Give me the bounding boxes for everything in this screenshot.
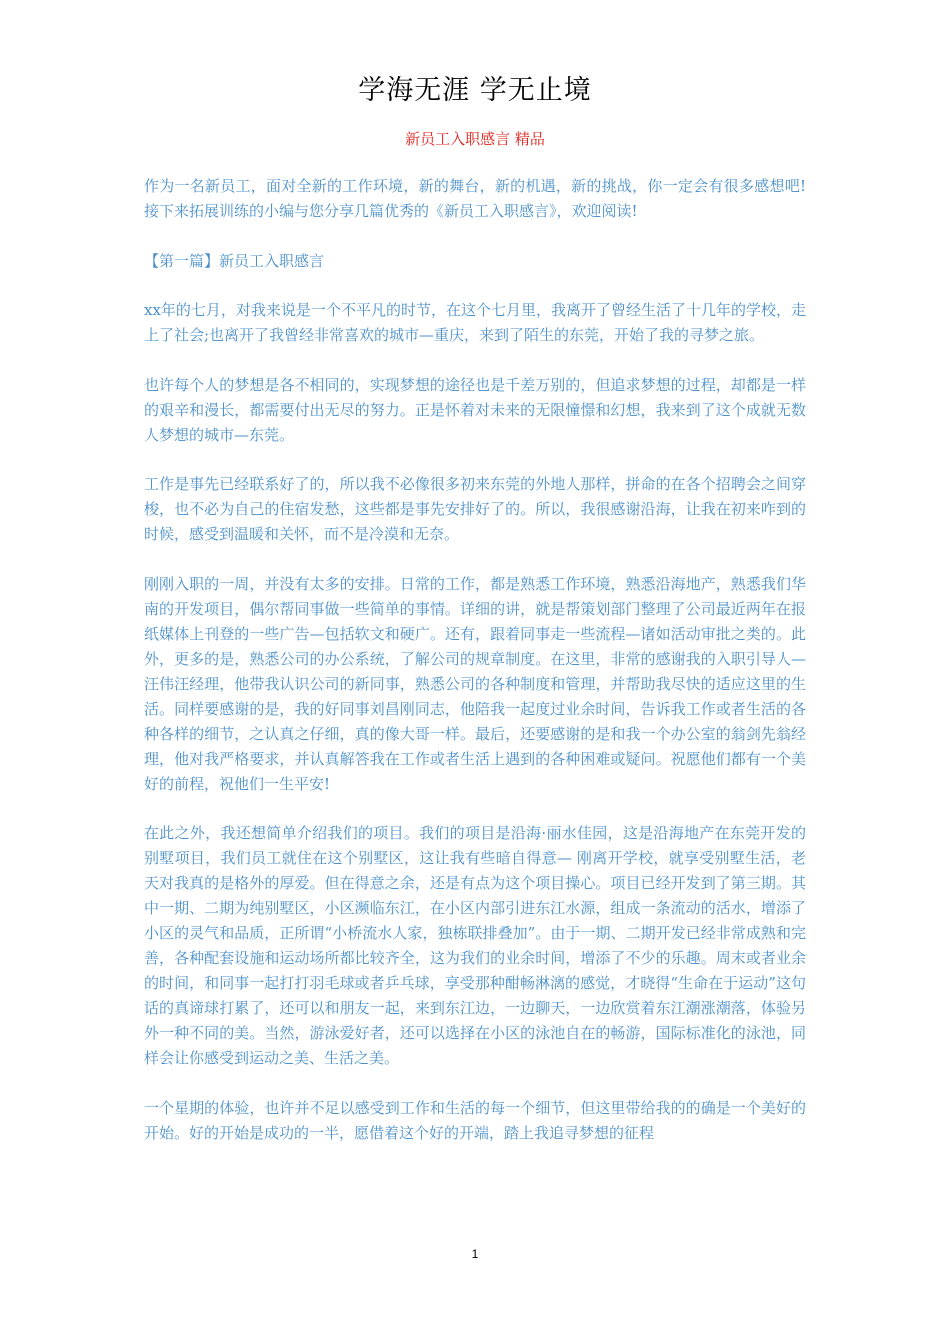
document-body bbox=[144, 174, 806, 1170]
paragraph-intro: 作为一名新员工，面对全新的工作环境，新的舞台，新的机遇，新的挑战，你一定会有很多感想吧!接下来拓展训练的小编与您分享几篇优秀的《新员工入职感言》，欢迎阅读! bbox=[144, 177, 806, 220]
paragraph: 刚刚入职的一周，并没有太多的安排。日常的工作，都是熟悉工作环境，熟悉沿海地产，熟悉我们华南的开发项目，偶尔帮同事做一些简单的事情。详细的讲，就是帮策划部门整理了公司最近两年在报纸媒体上刊登的一些广告—包括软文和硬广。还有，跟着同事走一些流程—诸如活动审批之类的。此外，更多的是，熟悉公司的办公系统，了解公司的规章制度。在这里，非常的感谢我的入职引导人—汪伟汪经理，他带我认识公司的新同事，熟悉公司的各种制度和管理，并帮助我尽快的适应这里的生活。同样要感谢的是，我的好同事刘昌刚同志，他陪我一起度过业余时间，告诉我工作或者生活的各种各样的细节，之认真之仔细，真的像大哥一样。最后，还要感谢的是和我一个办公室的翁剑先翁经理，他对我严格要求，并认真解答我在工作或者生活上遇到的各种困难或疑问。祝愿他们都有一个美好的前程，祝他们一生平安! bbox=[144, 574, 806, 793]
paragraph: xx年的七月，对我来说是一个不平凡的时节，在这个七月里，我离开了曾经生活了十几年的学校，走上了社会;也离开了我曾经非常喜欢的城市—重庆，来到了陌生的东莞，开始了我的寻梦之旅。 bbox=[144, 301, 806, 344]
paragraph: 在此之外，我还想简单介绍我们的项目。我们的项目是沿海·丽水佳园，这是沿海地产在东莞开发的别墅项目，我们员工就住在这个别墅区，这让我有些暗自得意— 刚离开学校，就享受别墅生活，老天对我真的是格外的厚爱。但在得意之余，还是有点为这个项目操心。项目已经开发到了第三期。其中一期、二期为纯别墅区，小区濒临东江，在小区内部引进东江水源，组成一条流动的活水，增添了小区的灵气和品质，正所谓“小桥流水人家，独栋联排叠加”。由于一期、二期开发已经非常成熟和完善，各种配套设施和运动场所都比较齐全，这为我们的业余时间，增添了不少的乐趣。周末或者业余的时间，和同事一起打打羽毛球或者乒乓球，享受那种酣畅淋漓的感觉，才晓得“生命在于运动”这句话的真谛球打累了，还可以和朋友一起，来到东江边，一边聊天，一边欣赏着东江潮涨潮落，体验另外一种不同的美。当然，游泳爱好者，还可以选择在小区的泳池自在的畅游，国际标准化的泳池，同样会让你感受到运动之美、生活之美。 bbox=[144, 824, 806, 1067]
paragraph: 也许每个人的梦想是各不相同的，实现梦想的途径也是千差万别的，但追求梦想的过程，却都是一样的艰辛和漫长，都需要付出无尽的努力。正是怀着对未来的无限憧憬和幻想，我来到了这个成就无数人梦想的城市—东莞。 bbox=[144, 375, 806, 444]
page-number: 1 bbox=[471, 1247, 479, 1261]
paragraph: 工作是事先已经联系好了的，所以我不必像很多初来东莞的外地人那样，拼命的在各个招聘会之间穿梭，也不必为自己的住宿发愁，这些都是事先安排好了的。所以，我很感谢沿海，让我在初来咋到的时候，感受到温暖和关怀，而不是冷漠和无奈。 bbox=[144, 475, 806, 543]
header-title: 学海无涯 学无止境 bbox=[358, 75, 592, 106]
paragraph: 一个星期的体验，也许并不足以感受到工作和生活的每一个细节，但这里带给我的的确是一个美好的开始。好的开始是成功的一半，愿借着这个好的开端，踏上我追寻梦想的征程 bbox=[144, 1098, 806, 1142]
document-subtitle: 新员工入职感言 精品 bbox=[405, 130, 545, 148]
section-heading: 【第一篇】新员工入职感言 bbox=[144, 251, 325, 270]
